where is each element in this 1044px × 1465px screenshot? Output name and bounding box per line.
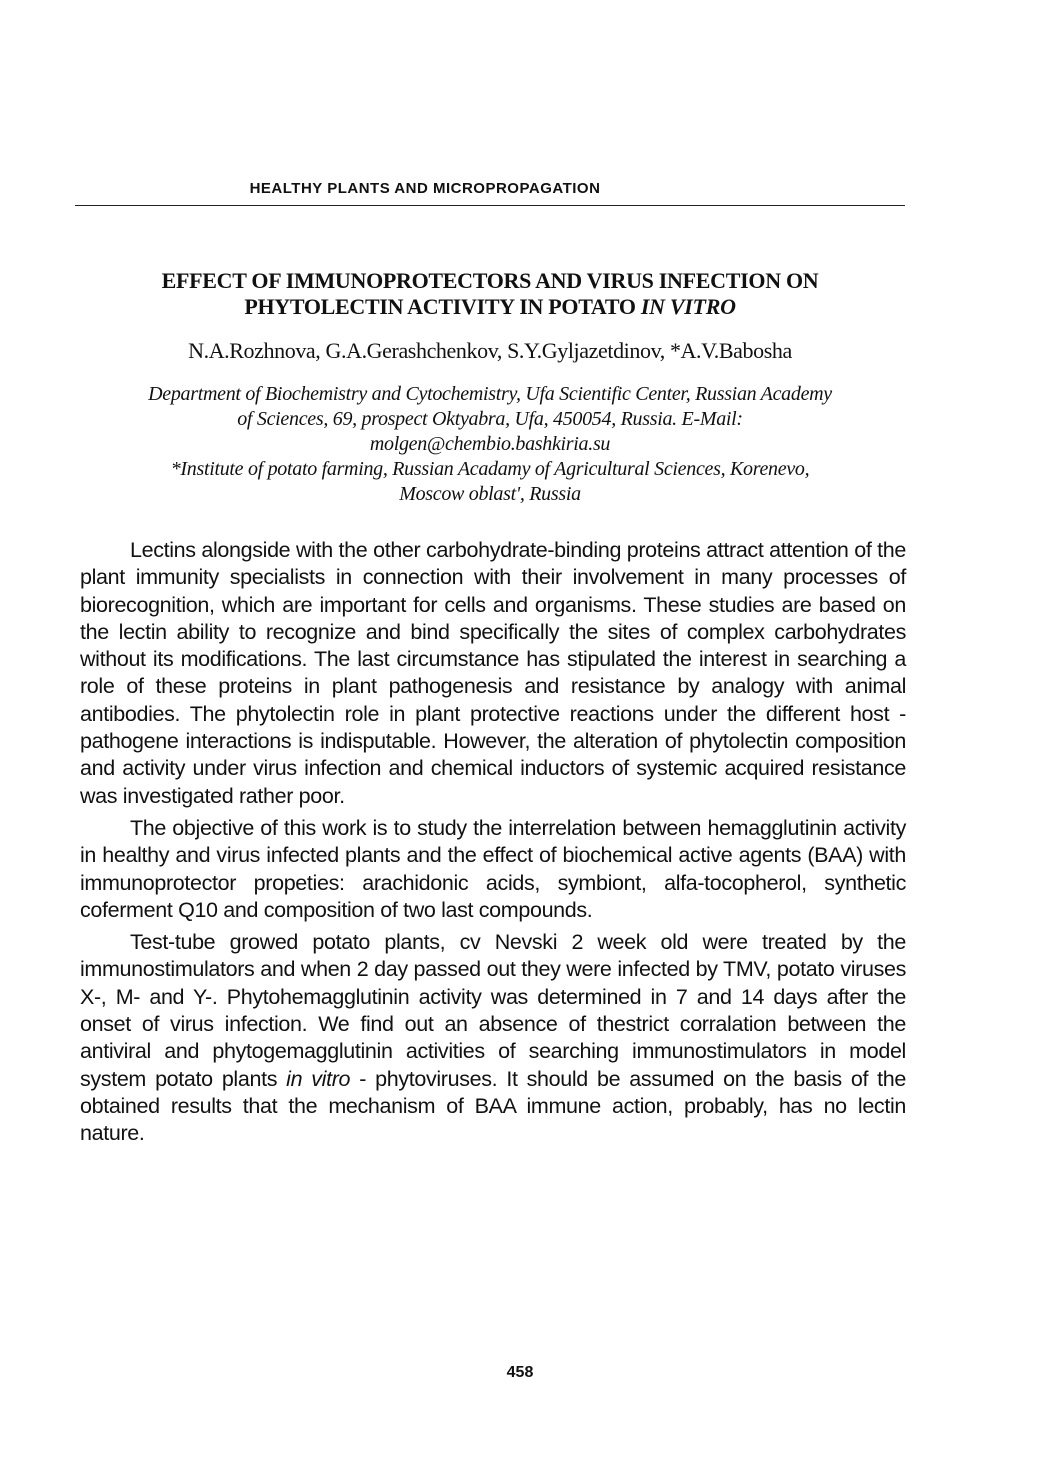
paper-title (80, 268, 900, 320)
paragraph-2: The objective of this work is to study the interrelation between hemagglutinin activity in healthy and virus infected plants and the effect of biochemical active agents (BAA) with immunoprotector propeties: arachidonic acids, symbiont, alfa-tocopherol, synthetic coferment Q10 and composition of two last compounds. (80, 815, 906, 922)
title-line-2-text: PHYTOLECTIN ACTIVITY IN POTATO (244, 294, 641, 319)
title-line-2 (80, 294, 900, 320)
title-in-vitro: IN VITRO (640, 294, 736, 319)
author-list: N.A.Rozhnova, G.A.Gerashchenkov, S.Y.Gyljazetdinov, *A.V.Babosha (188, 338, 792, 363)
paragraph-1: Lectins alongside with the other carbohydrate-binding proteins attract attention of the plant immunity specialists in connection with their involvement in many processes of biorecognition, which are important for cells and organisms. These studies are based on the lectin ability to recognize and bind specifically the sites of complex carbohydrates without its modifications. The last circumstance has stipulated the interest in searching a role of these proteins in plant pathogenesis and resistance by analogy with animal antibodies. The phytolectin role in plant protective reactions under the different host - pathogene interactions is indisputable. However, the alteration of phytolectin composition and activity under virus infection and chemical inductors of systemic acquired resistance was investigated rather poor. (80, 538, 906, 808)
paragraph-3-text-a: Test-tube growed potato plants, cv Nevski 2 week old were treated by the immunostimulators and when 2 day passed out they were infected by TMV, potato viruses X-, M- and Y-. Phytohemagglutinin activity was determined in 7 and 14 days after the onset of virus infection. We find out an absence of thestrict corralation between the antiviral and phytogemagglutinin activities of searching immunostimulators in model system potato plants (80, 930, 906, 1091)
affiliation-line: Department of Biochemistry and Cytochemistry, Ufa Scientific Center, Russian Academy (148, 383, 832, 405)
affiliation-line: *Institute of potato farming, Russian Acadamy of Agricultural Sciences, Korenevo, (170, 458, 810, 480)
affiliation-line: of Sciences, 69, prospect Oktyabra, Ufa, 450054, Russia. E-Mail: (237, 408, 743, 430)
affiliation-line: Moscow oblast', Russia (399, 483, 581, 505)
affiliations (80, 382, 900, 507)
title-line-1: EFFECT OF IMMUNOPROTECTORS AND VIRUS INFECTION ON (161, 268, 819, 293)
header-rule (75, 205, 905, 206)
abstract-body (80, 537, 906, 1153)
paragraph-3 (80, 929, 906, 1147)
paragraph-3-in-vitro: in vitro (286, 1066, 351, 1091)
paragraph-3-text-b: - phytoviruses. It should be assumed on the basis of the obtained results that the mechanism of BAA immune action, probably, has no lectin nature. (80, 1066, 906, 1146)
running-header: HEALTHY PLANTS AND MICROPROPAGATION (249, 180, 601, 197)
page-number: 458 (506, 1364, 534, 1381)
affiliation-email: molgen@chembio.bashkiria.su (369, 433, 611, 455)
